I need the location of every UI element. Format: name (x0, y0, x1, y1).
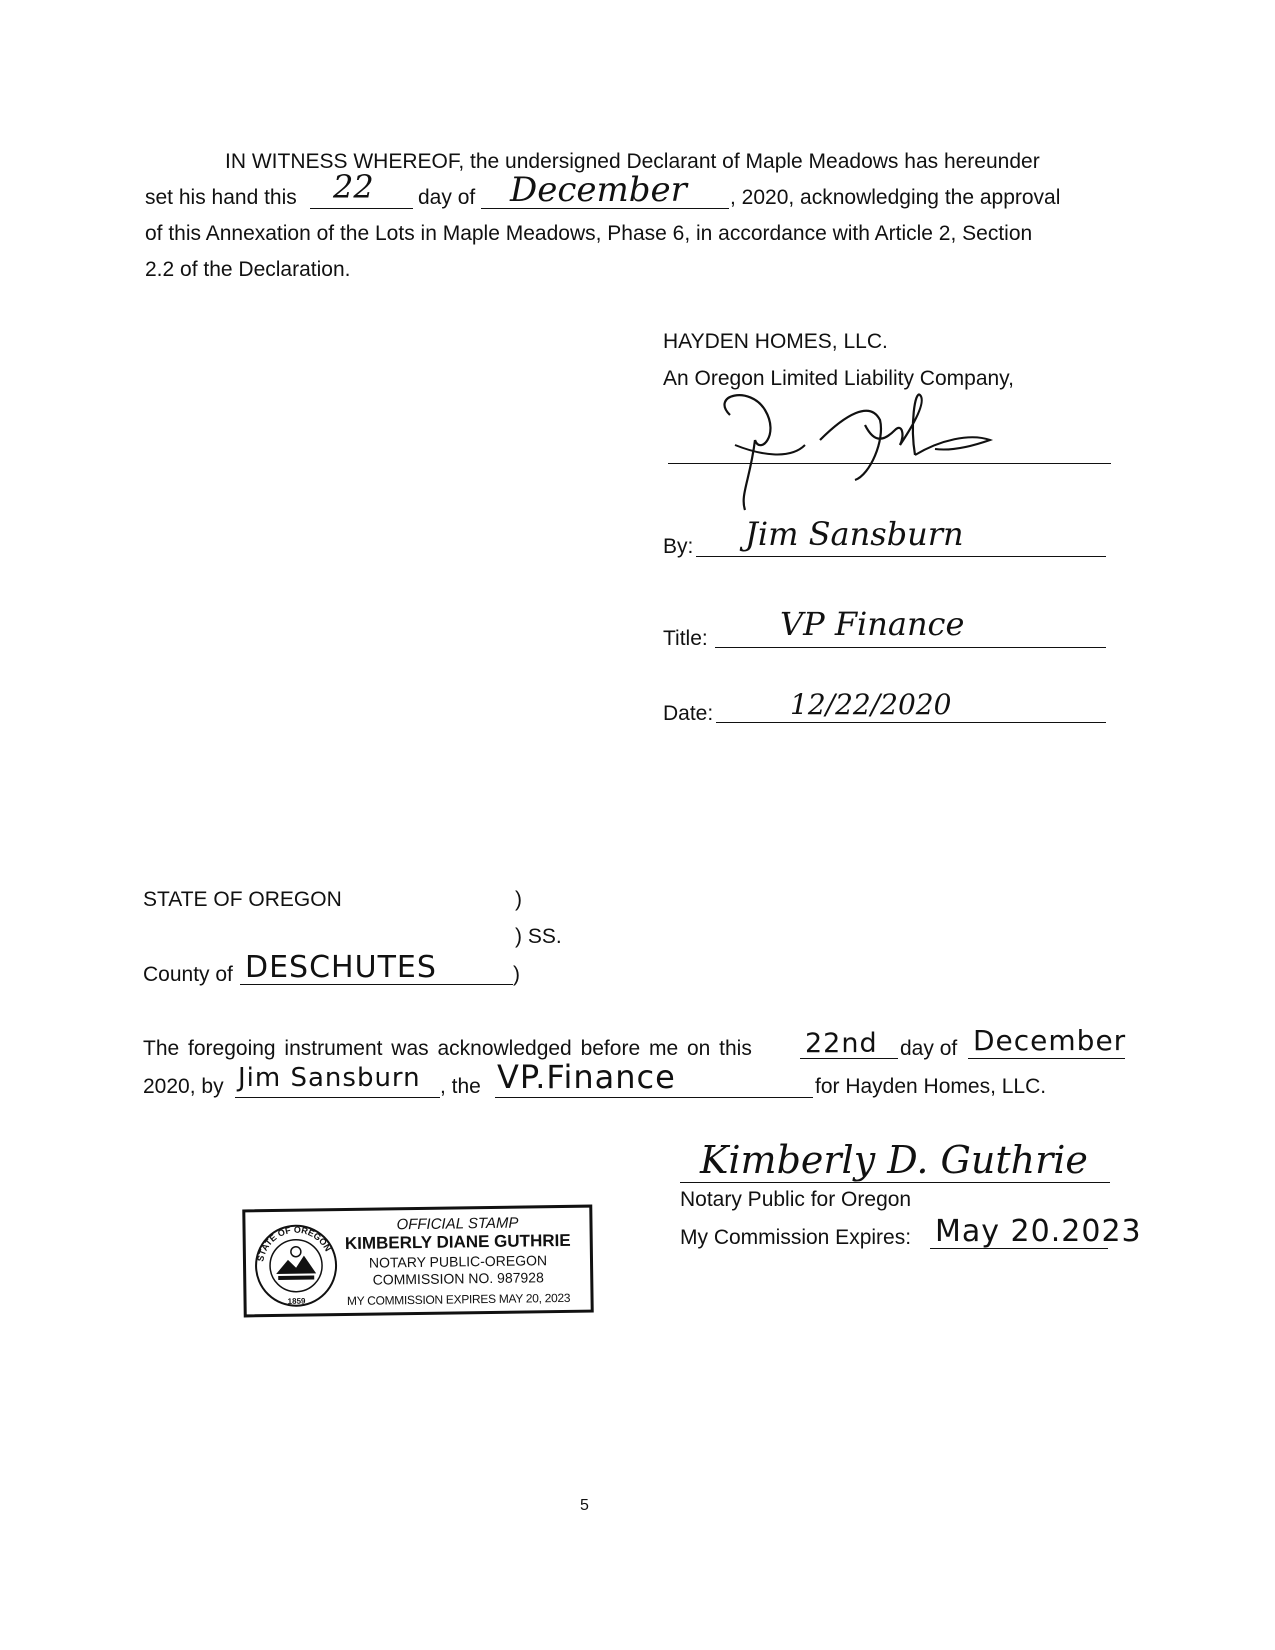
handwritten-day: 22 (333, 168, 374, 206)
witness-line-1: IN WITNESS WHEREOF, the undersigned Declarant of Maple Meadows has hereunder (225, 150, 1040, 173)
witness-line-4: 2.2 of the Declaration. (145, 258, 351, 281)
handwritten-title: VP Finance (780, 605, 965, 643)
title-blank (715, 647, 1106, 648)
date-label: Date: (663, 702, 714, 725)
witness-line-3: of this Annexation of the Lots in Maple Meadows, Phase 6, in accordance with Article 2, Section (145, 222, 1033, 245)
stamp-line-2: COMMISSION NO. 987928 (372, 1269, 544, 1288)
handwritten-month: December (510, 170, 687, 210)
venue-paren-3: ) (513, 963, 520, 986)
ack-line-2-end: for Hayden Homes, LLC. (815, 1075, 1047, 1098)
ack-name-blank (235, 1097, 440, 1098)
notary-role: Notary Public for Oregon (680, 1188, 912, 1211)
stamp-notary-name: KIMBERLY DIANE GUTHRIE (344, 1230, 571, 1254)
seal-text: STATE OF OREGON (255, 1224, 334, 1263)
commission-expires-label: My Commission Expires: (680, 1226, 912, 1249)
stamp-line-1: NOTARY PUBLIC-OREGON (368, 1252, 548, 1271)
ack-line-2-start: 2020, by (143, 1075, 224, 1098)
handwritten-date: 12/22/2020 (790, 688, 952, 721)
day-blank (310, 208, 413, 209)
stamp-line-3: MY COMMISSION EXPIRES MAY 20, 2023 (346, 1290, 571, 1308)
handwritten-ack-month: December (973, 1024, 1127, 1057)
handwritten-commission-expires: May 20.2023 (935, 1214, 1142, 1249)
witness-line-2-start: set his hand this (145, 186, 297, 209)
handwritten-ack-name: Jim Sansburn (238, 1063, 421, 1093)
seal-year: 1859 (287, 1296, 306, 1306)
official-notary-stamp (242, 1205, 593, 1318)
state-label: STATE OF OREGON (143, 888, 342, 911)
signature-line (668, 463, 1111, 464)
company-description: An Oregon Limited Liability Company, (663, 367, 1014, 390)
county-label: County of (143, 963, 233, 986)
witness-line-2-dayof: day of (418, 186, 476, 209)
oregon-state-seal-icon (253, 1223, 338, 1308)
title-label: Title: (663, 627, 708, 650)
venue-paren-1: ) (515, 888, 522, 911)
notary-signature: Kimberly D. Guthrie (700, 1138, 1088, 1182)
ack-line-2-the: , the (440, 1075, 481, 1098)
stamp-header: OFFICIAL STAMP (396, 1214, 519, 1234)
notary-signature-line (680, 1182, 1110, 1183)
page-number: 5 (580, 1497, 589, 1514)
handwritten-signer-name: Jim Sansburn (745, 515, 964, 553)
handwritten-county: DESCHUTES (245, 950, 437, 985)
ack-month-blank (968, 1058, 1125, 1059)
declarant-signature (670, 385, 1110, 515)
by-blank (696, 556, 1106, 557)
venue-ss: ) SS. (515, 925, 562, 948)
handwritten-ack-day: 22nd (805, 1028, 878, 1059)
ack-title-blank (495, 1097, 813, 1098)
handwritten-ack-title: VP.Finance (497, 1058, 676, 1096)
by-label: By: (663, 535, 694, 558)
witness-line-2-end: , 2020, acknowledging the approval (730, 186, 1061, 209)
company-name: HAYDEN HOMES, LLC. (663, 330, 888, 353)
date-blank (716, 722, 1106, 723)
ack-line-1-dayof: day of (900, 1037, 958, 1060)
ack-line-1-start: The foregoing instrument was acknowledged before me on this (143, 1037, 752, 1060)
